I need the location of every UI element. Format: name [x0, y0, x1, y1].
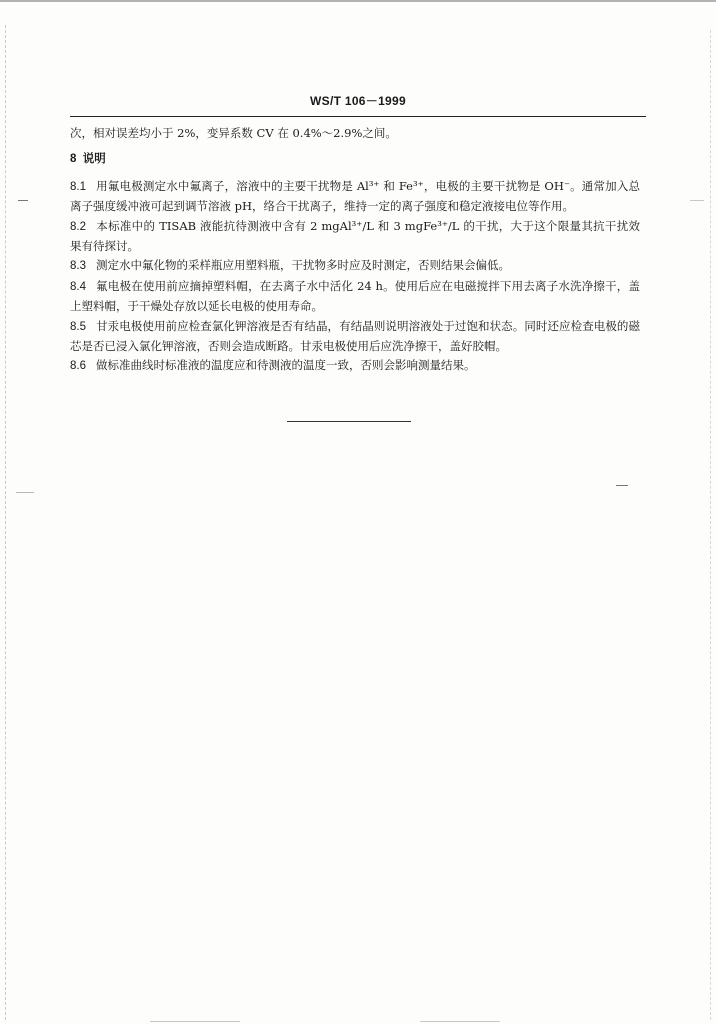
section-number: 8	[70, 153, 77, 166]
item-number: 8.1	[70, 180, 86, 193]
item-number: 8.6	[70, 360, 86, 373]
scan-edge-left	[5, 25, 7, 1020]
list-item	[70, 277, 640, 317]
item-text: 测定水中氟化物的采样瓶应用塑料瓶，干扰物多时应及时测定，否则结果会偏低。	[96, 258, 510, 273]
scan-mark	[16, 492, 34, 493]
document-body	[70, 124, 640, 377]
item-text: 用氟电极测定水中氟离子，溶液中的主要干扰物是 Al³⁺ 和 Fe³⁺，电极的主要干扰物是 OH⁻。通常加入总离子强度缓冲液可起到调节溶液 pH，络合干扰离子，维持一定的离子强度和稳定液接电位等作用。	[70, 178, 640, 214]
item-text: 本标准中的 TISAB 液能抗待测液中含有 2 mgAl³⁺/L 和 3 mgFe³⁺/L 的干扰，大于这个限量其抗干扰效果有待探讨。	[70, 218, 640, 254]
scan-edge-right	[710, 30, 712, 1020]
list-item	[70, 177, 640, 217]
continuation-paragraph: 次，相对误差均小于 2%，变异系数 CV 在 0.4%～2.9%之间。	[70, 126, 397, 140]
scan-mark	[616, 485, 628, 486]
list-item	[70, 356, 640, 376]
item-number: 8.5	[70, 320, 86, 333]
item-text: 甘汞电极使用前应检查氯化钾溶液是否有结晶，有结晶则说明溶液处于过饱和状态。同时还应检查电极的磁芯是否已浸入氯化钾溶液，否则会造成断路。甘汞电极使用后应洗净擦干，盖好胶帽。	[70, 318, 640, 354]
header-rule	[70, 116, 646, 117]
scan-mark	[690, 200, 704, 201]
scan-mark	[18, 200, 28, 201]
item-number: 8.4	[70, 280, 86, 293]
item-number: 8.3	[70, 260, 86, 273]
end-of-document-rule	[287, 421, 411, 422]
list-item	[70, 256, 640, 276]
item-text: 氟电极在使用前应摘掉塑料帽，在去离子水中活化 24 h。使用后应在电磁搅拌下用去离子水洗净擦干，盖上塑料帽，于干燥处存放以延长电极的使用寿命。	[70, 278, 640, 314]
item-number: 8.2	[70, 220, 86, 233]
list-item	[70, 317, 640, 357]
item-text: 做标准曲线时标准液的温度应和待测液的温度一致，否则会影响测量结果。	[96, 358, 476, 373]
list-item	[70, 217, 640, 257]
section-title: 说明	[82, 153, 106, 166]
scan-mark	[420, 1021, 500, 1022]
section-heading	[70, 150, 640, 169]
standard-code-header: WS/T 106－1999	[310, 94, 406, 108]
scan-mark	[150, 1021, 240, 1022]
scan-edge-top	[0, 0, 716, 2]
